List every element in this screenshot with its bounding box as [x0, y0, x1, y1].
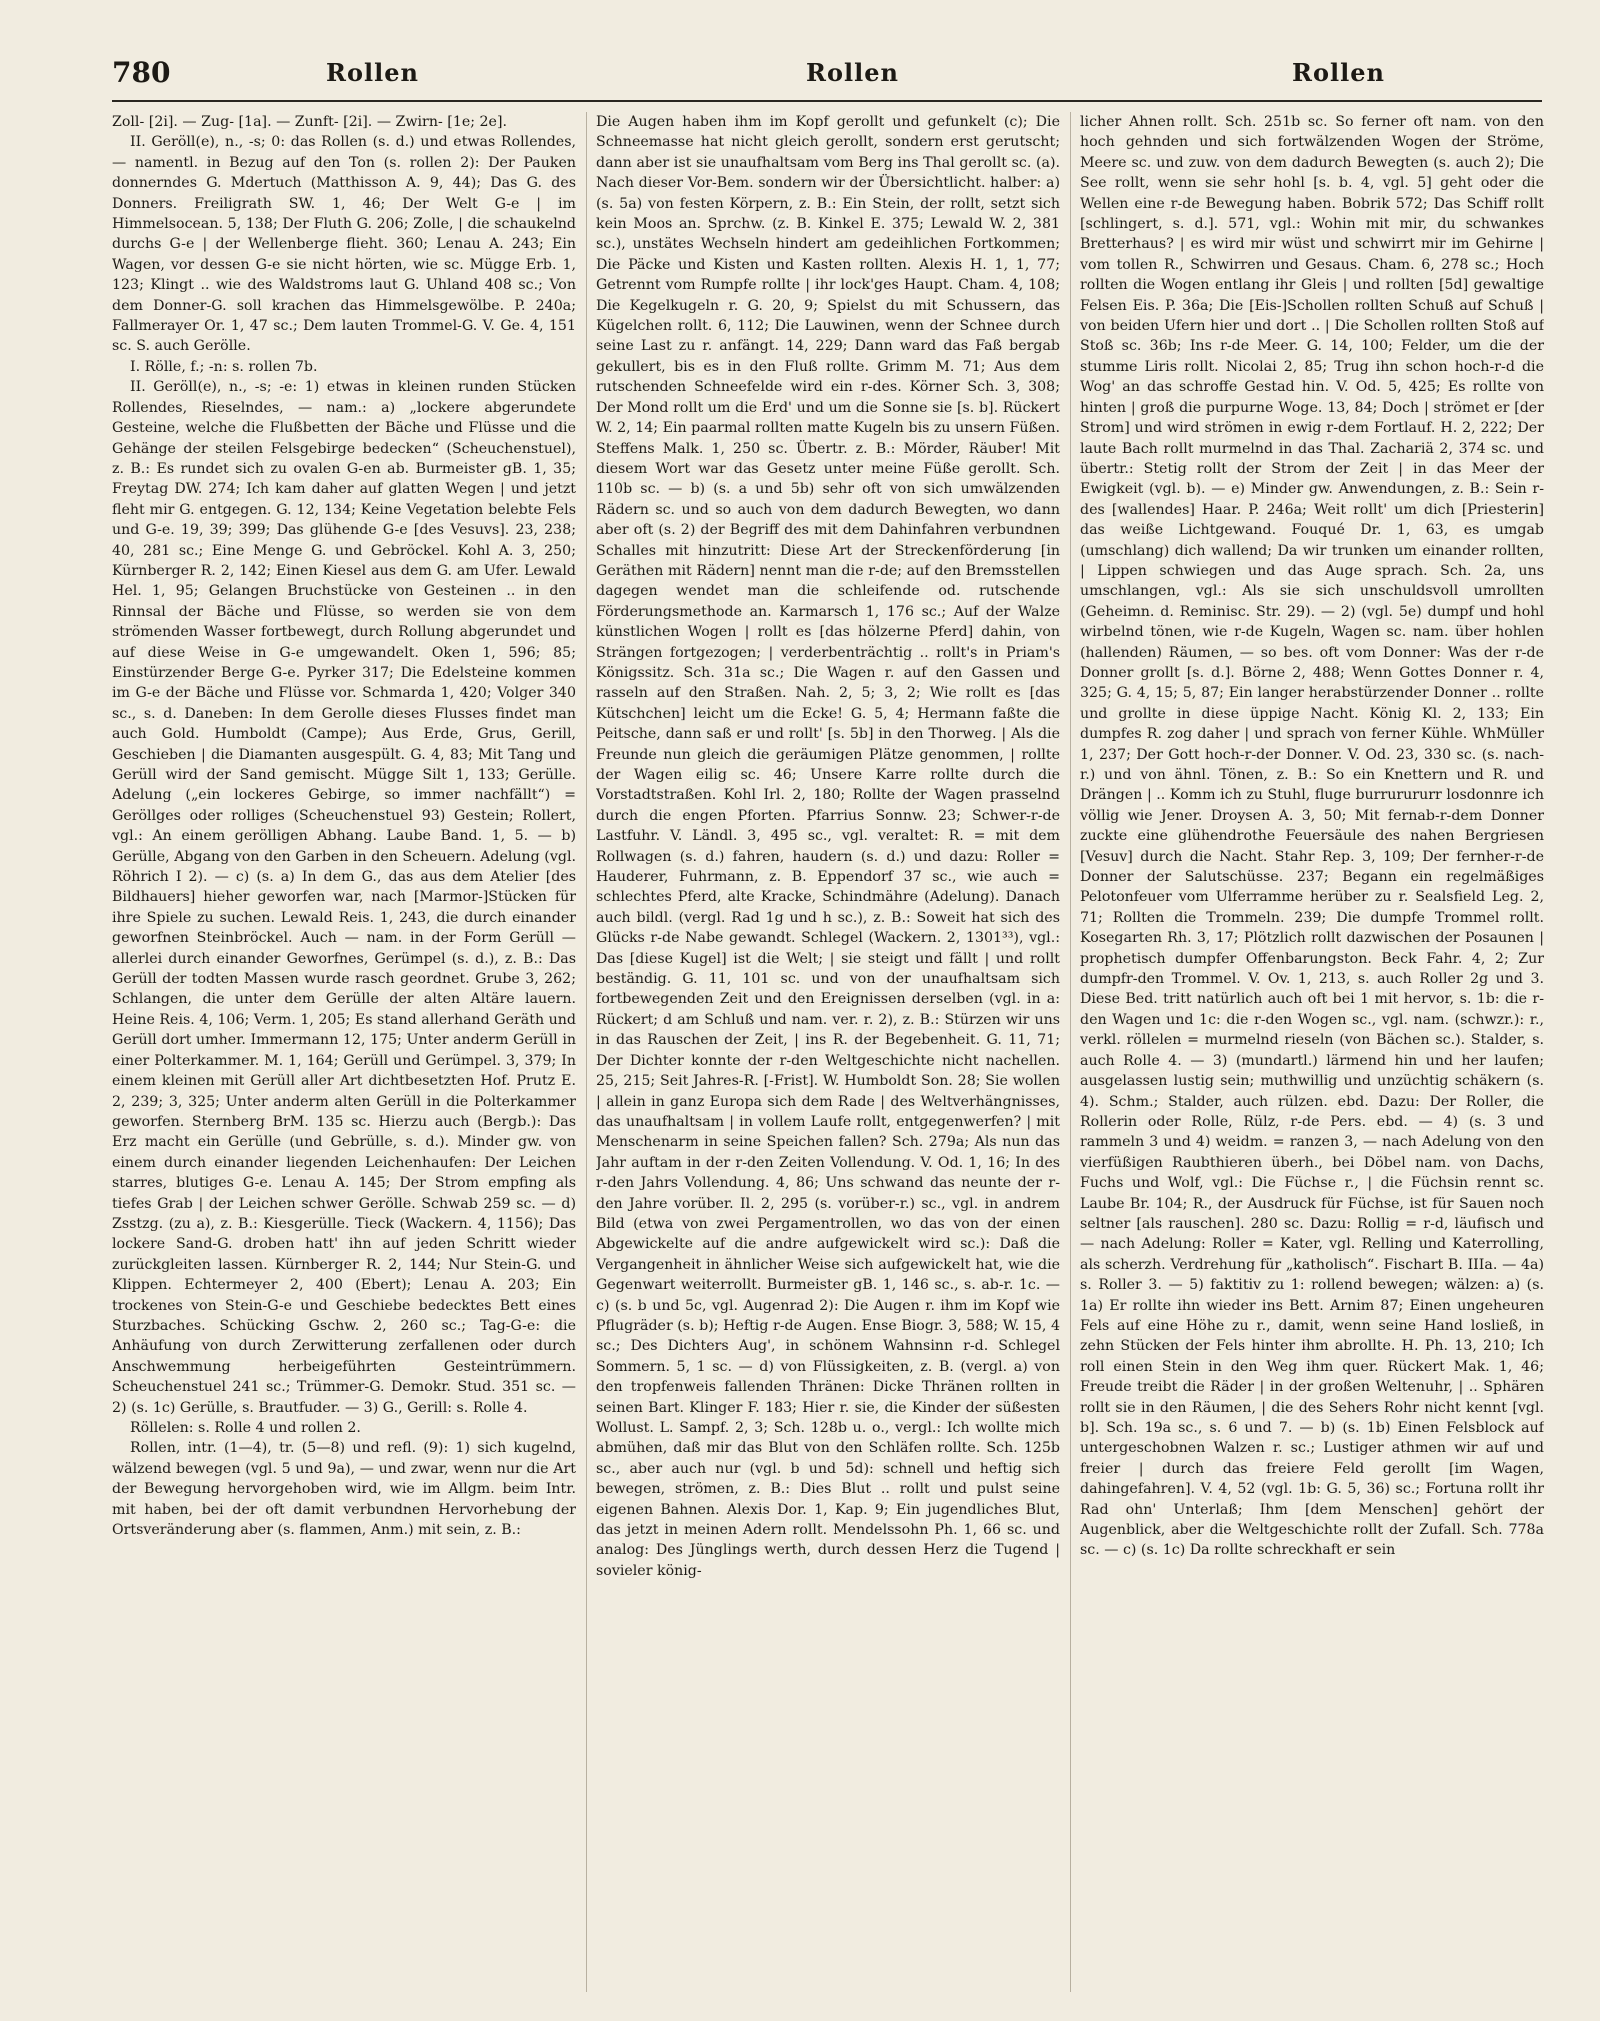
running-head-right: Rollen: [1292, 58, 1385, 87]
entry-paragraph: Röllelen: s. Rolle 4 und rollen 2.: [130, 1420, 361, 1436]
page-header: [112, 56, 1542, 98]
column-divider: [586, 112, 587, 1992]
header-rule: [112, 100, 1542, 102]
running-head-left: Rollen: [326, 58, 419, 87]
entry-paragraph: Rollen, intr. (1—4), tr. (5—8) und refl. (9): 1) sich kugelnd, wälzend bewegen (vgl. 5 und 9a), — und zwar, wenn nur die Art der Bewegung hervorgehoben wird, wie im Allgm. beim Intr. mit haben, bei der oft damit verbundnen Hervorhebung der Ortsveränderung aber (s. flammen, Anm.) mit sein, z. B.:: [112, 1440, 576, 1539]
column-1: [112, 112, 576, 2002]
entry-paragraph: Die Augen haben ihm im Kopf gerollt und gefunkelt (c); Die Schneemasse hat nicht gleich gerollt, sondern erst gerutscht; dann aber ist sie unaufhaltsam vom Berg ins Thal gerollt sc. (a). Nach dieser Vor-Bem. sondern wir der Übersichtlicht. halber: a) (s. 5a) von festen Körpern, z. B.: Ein Stein, der rollt, setzt sich kein Moos an. Sprchw. (z. B. Kinkel E. 375; Lewald W. 2, 381 sc.), unstätes Wechseln hindert am gedeihlichen Fortkommen; Die Päcke und Kisten und Kasten rollten. Alexis H. 1, 1, 77; Getrennt vom Rumpfe rollte | ihr lock'ges Haupt. Cham. 4, 108; Die Kegelkugeln r. G. 20, 9; Spielst du mit Schussern, das Kügelchen rollt. 6, 112; Die Lauwinen, wenn der Schnee durch seine Last zu r. anfängt. 14, 229; Dann ward das Faß bergab gekullert, bis es in den Fluß rollte. Grimm M. 71; Aus dem rutschenden Schneefelde wird ein r-des. Körner Sch. 3, 308; Der Mond rollt um die Erd' und um die Sonne sie [s. b]. Rückert W. 2, 14; Ein paarmal rollten matte Kugeln bis zu unsern Füßen. Steffens Malk. 1, 250 sc. Übertr. z. B.: Mörder, Räuber! Mit diesem Wort war das Gesetz unter meine Füße gerollt. Sch. 110b sc. — b) (s. a und 5b) sehr oft von sich umwälzenden Rädern sc. und so auch von dem dadurch Bewegten, wo dann aber oft (s. 2) der Begriff des mit dem Dahinfahren verbundnen Schalles mit hinzutritt: Diese Art der Streckenförderung [in Geräthen mit Rädern] nennt man die r-de; auf den Bremsstellen dagegen wendet man die schleifende od. rutschende Förderungsmethode an. Karmarsch 1, 176 sc.; Auf der Walze künstlichen Wogen | rollt es [das hölzerne Pferd] dahin, von Strängen fortgezogen; | verderbenträchtig .. rollt's in Priam's Königssitz. Sch. 31a sc.; Die Wagen r. auf den Gassen und rasseln auf den Straßen. Nah. 2, 5; 3, 2; Wie rollt es [das Kütschchen] leicht um die Ecke! G. 5, 4; Hermann faßte die Peitsche, dann saß er und rollt' [s. 5b] in den Thorweg. | Als die Freunde nun gleich die geräumigen Plätze genommen, | rollte der Wagen eilig sc. 46; Unsere Karre rollte durch die Vorstadtstraßen. Kohl Irl. 2, 180; Rollte der Wagen prasselnd durch die engen Pforten. Pfarrius Sonnw. 23; Schwer-r-de Lastfuhr. V. Ländl. 3, 495 sc., vgl. veraltet: R. = mit dem Rollwagen (s. d.) fahren, haudern (s. d.) und dazu: Roller = Hauderer, Fuhrmann, z. B. Eppendorf 37 sc., wie auch = schlechtes Pferd, alte Kracke, Schindmähre (Adelung). Danach auch bildl. (vergl. Rad 1g und h sc.), z. B.: Soweit hat sich des Glücks r-de Nabe gewandt. Schlegel (Wackern. 2, 1301³³), vgl.: Das [diese Kugel] ist die Welt; | sie steigt und fällt | und rollt beständig. G. 11, 101 sc. und von der unaufhaltsam sich fortbewegenden Zeit und den Ereignissen derselben (vgl. in a: Rückert; d am Schluß und nam. ver. r. 2), z. B.: Stürzen wir uns in das Rauschen der Zeit, | ins R. der Begebenheit. G. 11, 71; Der Dichter konnte der r-den Weltgeschichte nicht nachellen. 25, 215; Seit Jahres-R. [-Frist]. W. Humboldt Son. 28; Sie wollen | allein in ganz Europa sich dem Rade | des Weltverhängnisses, das unaufhaltsam | in vollem Laufe rollt, entgegenwerfen? | mit Menschenarm in seine Speichen fallen? Sch. 279a; Als nun das Jahr auftam in der r-den Zeiten Vollendung. V. Od. 1, 16; In des r-den Jahrs Vollendung. 4, 86; Uns schwand das neunte der r-den Jahre vorüber. Il. 2, 295 (s. vorüber-r.) sc., vgl. in andrem Bild (etwa von zwei Pergamentrollen, wo das von der einen Abgewickelte auf die andre aufgewickelt wird sc.): Daß die Vergangenheit in ähnlicher Weise sich aufgewickelt hat, wie die Gegenwart weiterrollt. Burmeister gB. 1, 146 sc., s. ab-r. 1c. — c) (s. b und 5c, vgl. Augenrad 2): Die Augen r. ihm im Kopf wie Pflugräder (s. b); Heftig r-de Augen. Ense Biogr. 3, 588; W. 15, 4 sc.; Des Dichters Aug', in schönem Wahnsinn r-d. Schlegel Sommern. 5, 1 sc. — d) von Flüssigkeiten, z. B. (vergl. a) von den tropfenweis fallenden Thränen: Dicke Thränen rollten in seinen Bart. Klinger F. 183; Hier r. sie, die Kinder der süßesten Wollust. L. Sampf. 2, 3; Sch. 128b u. o., vergl.: Ich wollte mich abmühen, daß mir das Blut von den Schläfen rollte. Sch. 125b sc., aber auch nur (vgl. b und 5d): schnell und heftig sich bewegen, strömen, z. B.: Dies Blut .. rollt und pulst seine eigenen Bahnen. Alexis Dor. 1, Kap. 9; Ein jugendliches Blut, das jetzt in meinen Adern rollt. Mendelssohn Ph. 1, 66 sc. und analog: Des Jünglings werth, durch dessen Herz die Tugend | sovieler könig-: [596, 114, 1060, 1579]
page-number: 780: [112, 56, 171, 89]
entry-paragraph: II. Geröll(e), n., -s; -e: 1) etwas in kleinen runden Stücken Rollendes, Rieselndes, — nam.: a) „lockere abgerundete Gesteine, welche die Flußbetten der Bäche und Flüsse und die Gehänge der steilen Felsgebirge bedecken“ (Scheuchenstuel), z. B.: Es rundet sich zu ovalen G-en ab. Burmeister gB. 1, 35; Freytag DW. 274; Ich kam daher auf glatten Wegen | und jetzt fleht mir G. entgegen. G. 12, 134; Keine Vegetation belebte Fels und G-e. 19, 39; 399; Das glühende G-e [des Vesuvs]. 23, 238; 40, 281 sc.; Eine Menge G. und Gebröckel. Kohl A. 3, 250; Kürnberger R. 2, 142; Einen Kiesel aus dem G. am Ufer. Lewald Hel. 1, 95; Gelangen Bruchstücke von Gesteinen .. in den Rinnsal der Bäche und Flüsse, so werden sie von dem strömenden Wasser fortbewegt, durch Rollung abgerundet und auf diese Weise in G-e umgewandelt. Oken 1, 596; 85; Einstürzender Berge G-e. Pyrker 317; Die Edelsteine kommen im G-e der Bäche und Flüsse vor. Schmarda 1, 420; Volger 340 sc., s. d. Daneben: In dem Gerolle dieses Flusses findet man auch Gold. Humboldt (Campe); Aus Erde, Grus, Gerill, Geschieben | die Diamanten ausgespült. G. 4, 83; Mit Tang und Gerüll wird der Sand gemischt. Mügge Silt 1, 133; Gerülle. Adelung („ein lockeres Gebirge, so immer nachfällt“) = Geröllges oder rolliges (Scheuchenstuel 93) Gestein; Rollert, vgl.: An einem gerölligen Abhang. Laube Band. 1, 5. — b) Gerülle, Abgang von den Garben in den Scheuern. Adelung (vgl. Röhrich I 2). — c) (s. a) In dem G., das aus dem Atelier [des Bildhauers] hieher geworfen war, nach [Marmor-]Stücken für ihre Spiele zu suchen. Lewald Reis. 1, 243, die durch einander geworfnen Steinbröckel. Auch — nam. in der Form Gerüll — allerlei durch einander Geworfnes, Gerümpel (s. d.), z. B.: Das Gerüll der todten Massen wurde rasch geordnet. Grube 3, 262; Schlangen, die unter dem Gerülle der alten Altäre lauern. Heine Reis. 4, 106; Verm. 1, 205; Es stand allerhand Geräth und Gerüll dort umher. Immermann 12, 175; Unter anderm Gerüll in einer Polterkammer. M. 1, 164; Gerüll und Gerümpel. 3, 379; In einem kleinen mit Gerüll aller Art dichtbesetzten Hof. Prutz E. 2, 239; 3, 325; Unter anderm alten Gerüll in die Polterkammer geworfen. Sternberg BrM. 135 sc. Hierzu auch (Bergb.): Das Erz macht ein Gerülle (und Gebrülle, s. d.). Minder gw. von einem durch einander liegenden Leichenhaufen: Der Leichen starres, blutiges G-e. Lenau A. 145; Der Strom empfing als tiefes Grab | der Leichen schwer Gerölle. Schwab 259 sc. — d) Zsstzg. (zu a), z. B.: Kiesgerülle. Tieck (Wackern. 4, 1156); Das lockere Sand-G. droben hatt' ihn auf jeden Schritt wieder zurückgleiten lassen. Kürnberger R. 2, 144; Nur Stein-G. und Klippen. Echtermeyer 2, 400 (Ebert); Lenau A. 203; Ein trockenes von Stein-G-e und Geschiebe bedecktes Bett eines Sturzbaches. Schücking Gschw. 2, 260 sc.; Tag-G-e: die Anhäufung von durch Zerwitterung zerfallenen oder durch Anschwemmung herbeigeführten Gesteintrümmern. Scheuchenstuel 241 sc.; Trümmer-G. Demokr. Stud. 351 sc. — 2) (s. 1c) Gerülle, s. Brautfuder. — 3) G., Gerill: s. Rolle 4.: [112, 379, 576, 1416]
column-2: [596, 112, 1060, 2002]
running-head-center: Rollen: [806, 58, 899, 87]
entry-paragraph: II. Geröll(e), n., -s; 0: das Rollen (s. d.) und etwas Rollendes, — namentl. in Bezug auf den Ton (s. rollen 2): Der Pauken donnerndes G. Mdertuch (Matthisson A. 9, 44); Das G. des Donners. Freiligrath SW. 1, 46; Der Welt G-e | im Himmelsocean. 5, 138; Der Fluth G. 206; Zolle, | die schaukelnd durchs G-e | der Wellenberge flieht. 360; Lenau A. 243; Ein Wagen, vor dessen G-e sie nicht hörten, wie sc. Mügge Erb. 1, 123; Klingt .. wie des Waldstroms laut G. Uhland 408 sc.; Von dem Donner-G. soll krachen das Himmelsgewölbe. P. 240a; Fallmerayer Or. 1, 47 sc.; Dem lauten Trommel-G. V. Ge. 4, 151 sc. S. auch Gerölle.: [112, 134, 576, 355]
column-3: [1080, 112, 1544, 2002]
column-divider: [1070, 112, 1071, 1992]
entry-paragraph: licher Ahnen rollt. Sch. 251b sc. So ferner oft nam. von den hoch gehnden und sich fortwälzenden Wogen der Ströme, Meere sc. und zuw. von dem dadurch Bewegten (s. auch 2); Die See rollt, wenn sie sehr hohl [s. b. 4, vgl. 5] geht oder die Wellen eine r-de Bewegung haben. Bobrik 572; Das Schiff rollt [schlingert, s. d.]. 571, vgl.: Wohin mit mir, du schwankes Bretterhaus? | es wird mir wüst und schwirrt mir im Gehirne | vom tollen R., Schwirren und Gesaus. Cham. 6, 278 sc.; Hoch rollten die Wogen entlang ihr Gleis | und rollten [5d] gewaltige Felsen Eis. P. 36a; Die [Eis-]Schollen rollten Schuß auf Schuß | von beiden Ufern hier und dort .. | Die Schollen rollten Stoß auf Stoß sc. 36b; Ins r-de Meer. G. 14, 100; Felder, um die der stumme Liris rollt. Nicolai 2, 85; Trug ihn schon hoch-r-d die Wog' an das schroffe Gestad hin. V. Od. 5, 425; Es rollte von hinten | groß die purpurne Woge. 13, 84; Doch | strömet er [der Strom] und wird strömen in ewig r-dem Fortlauf. H. 2, 222; Der laute Bach rollt murmelnd in das Thal. Zachariä 2, 374 sc. und übertr.: Stetig rollt der Strom der Zeit | in das Meer der Ewigkeit (vgl. b). — e) Minder gw. Anwendungen, z. B.: Sein r-des [wallendes] Haar. P. 246a; Weit rollt' um dich [Priesterin] das weiße Lichtgewand. Fouqué Dr. 1, 63, es umgab (umschlang) dich wallend; Da wir trunken um einander rollten, | Lippen schwiegen und das Auge sprach. Sch. 2a, uns umschlangen, vgl.: Als sie sich unschuldsvoll umrollten (Geheimn. d. Reminisc. Str. 29). — 2) (vgl. 5e) dumpf und hohl wirbelnd tönen, wie r-de Kugeln, Wagen sc. nam. über hohlen (hallenden) Räumen, — so bes. oft vom Donner: Was der r-de Donner grollt [s. d.]. Börne 2, 488; Wenn Gottes Donner r. 4, 325; G. 4, 15; 5, 87; Ein langer herabstürzender Donner .. rollte und grollte in diese üppige Nacht. König Kl. 2, 133; Ein dumpfes R. zog daher | und sprach von ferner Kühle. WhMüller 1, 237; Der Gott hoch-r-der Donner. V. Od. 23, 330 sc. (s. nach-r.) und von ähnl. Tönen, z. B.: So ein Knettern und R. und Drängen | .. Komm ich zu Stuhl, fluge burrurururr losdonnre ich völlig wie Jener. Droysen A. 3, 50; Mit fernab-r-dem Donner zuckte eine glühendrothe Feuersäule des nahen Bergriesen [Vesuv] durch die Nacht. Stahr Rep. 3, 109; Der fernher-r-de Donner der Salutschüsse. 237; Begann ein regelmäßiges Pelotonfeuer vom Ulferramme herüber zu r. Sealsfield Leg. 2, 71; Rollten die Trommeln. 239; Die dumpfe Trommel rollt. Kosegarten Rh. 3, 17; Plötzlich rollt dazwischen der Posaunen | prophetisch dumpfer Offenbarungston. Beck Fahr. 4, 2; Zur dumpfr-den Trommel. V. Ov. 1, 213, s. auch Roller 2g und 3. Diese Bed. tritt natürlich auch oft bei 1 mit hervor, s. 1b: die r-den Wagen und 1c: die r-den Wogen sc., vgl. nam. (schwzr.): r., verkl. röllelen = murmelnd rieseln (von Bächen sc.). Stalder, s. auch Rolle 4. — 3) (mundartl.) lärmend hin und her laufen; ausgelassen lustig sein; muthwillig und unzüchtig schäkern (s. 4). Schm.; Stalder, auch rülzen. ebd. Dazu: Der Roller, die Rollerin oder Rolle, Rülz, r-de Pers. ebd. — 4) (s. 3 und rammeln 3 und 4) weidm. = ranzen 3, — nach Adelung von den vierfüßigen Raubthieren überh., bei Döbel nam. von Dachs, Fuchs und Wolf, vgl.: Die Füchse r., | die Füchsin rennt sc. Laube Br. 104; R., der Ausdruck für Füchse, ist für Sauen noch seltner [als rauschen]. 280 sc. Dazu: Rollig = r-d, läufisch und — nach Adelung: Roller = Kater, vgl. Relling und Katerrolling, als scherzh. Verdrehung für „katholisch“. Fischart B. IIIa. — 4a) s. Roller 3. — 5) faktitiv zu 1: rollend bewegen; wälzen: a) (s. 1a) Er rollte ihn wieder ins Bett. Arnim 87; Einen ungeheuren Fels auf eine Höhe zu r., damit, wenn seine Hand losließ, in zehn Stücken der Fels hinter ihm abrollte. H. Ph. 13, 210; Ich roll einen Stein in den Weg ihm quer. Rückert Mak. 1, 46; Freude treibt die Räder | in der großen Weltenuhr, | .. Sphären rollt sie in den Räumen, | die des Sehers Rohr nicht kennt [vgl. b]. Sch. 19a sc., s. 6 und 7. — b) (s. 1b) Einen Felsblock auf untergeschobnen Walzen r. sc.; Lustiger athmen wir auf und freier | durch das freiere Feld gerollt [im Wagen, dahingefahren]. V. 4, 52 (vgl. 1b: G. 5, 36) sc.; Fortuna rollt ihr Rad ohn' Unterlaß; Ihm [dem Menschen] gehört der Augenblick, aber die Weltgeschichte rollt der Zufall. Sch. 778a sc. — c) (s. 1c) Da rollte schreckhaft er sein: [1080, 114, 1544, 1559]
entry-paragraph: Zoll- [2i]. — Zug- [1a]. — Zunft- [2i]. — Zwirn- [1e; 2e].: [112, 114, 507, 130]
entry-paragraph: I. Rölle, f.; -n: s. rollen 7b.: [130, 358, 318, 375]
